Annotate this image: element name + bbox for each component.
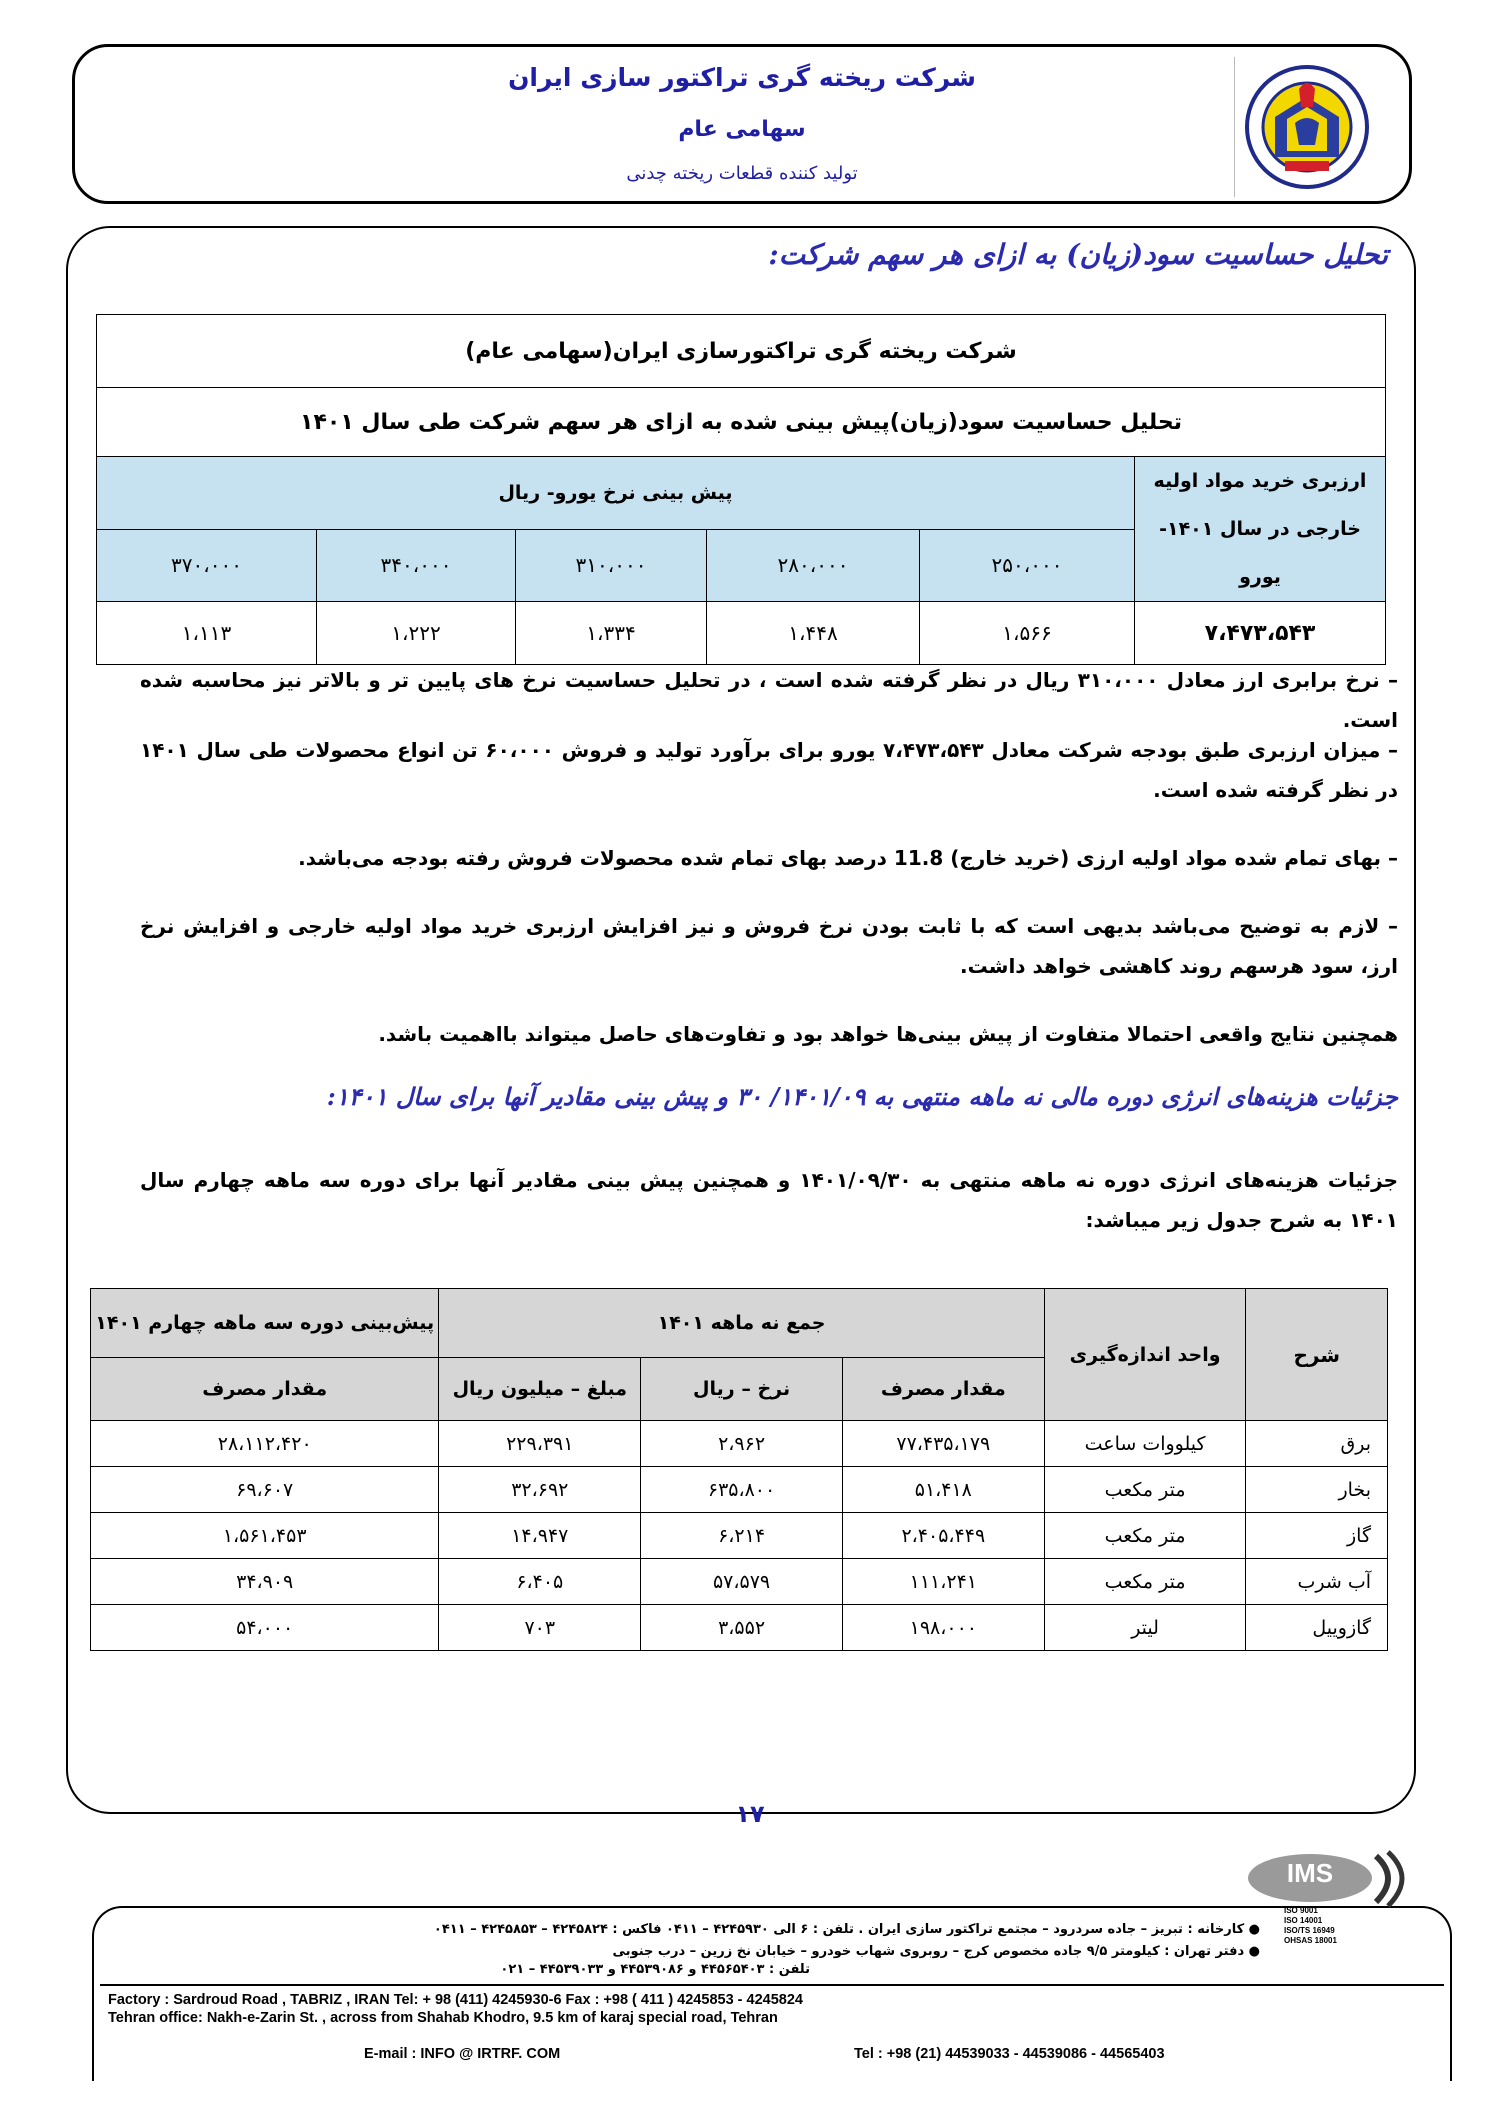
row-unit: متر مکعب (1044, 1513, 1246, 1559)
row-consumption: ۲،۴۰۵،۴۴۹ (842, 1513, 1044, 1559)
note-paragraph: – بهای تمام شده مواد اولیه ارزی (خرید خارج) 11.8 درصد بهای تمام شده محصولات فروش رفته بودجه می‌باشد. (298, 846, 1398, 870)
eps-value: ۱،۱۱۳ (97, 602, 317, 665)
row-forecast: ۵۴،۰۰۰ (91, 1605, 439, 1651)
row-rate: ۲،۹۶۲ (641, 1421, 843, 1467)
row-unit: لیتر (1044, 1605, 1246, 1651)
row-unit: متر مکعب (1044, 1467, 1246, 1513)
row-forecast: ۳۴،۹۰۹ (91, 1559, 439, 1605)
company-description: تولید کننده قطعات ریخته چدنی (626, 163, 858, 184)
col-header-rate: نرخ – ریال (641, 1358, 843, 1421)
rate-cell: ۲۵۰،۰۰۰ (920, 529, 1135, 602)
footer-tehran-en: Tehran office: Nakh-e-Zarin St. , across from Shahab Khodro, 9.5 km of karaj special road, Tehran (108, 2010, 778, 2026)
col-header-forecast-consumption: مقدار مصرف (91, 1358, 439, 1421)
row-amount: ۳۲،۶۹۲ (439, 1467, 641, 1513)
row-header-line1: ارزبری خرید مواد اولیه (1153, 470, 1367, 492)
eps-value: ۱،۳۳۴ (516, 602, 707, 665)
company-logo (1234, 57, 1379, 197)
row-amount: ۲۲۹،۳۹۱ (439, 1421, 641, 1467)
row-rate: ۶۳۵،۸۰۰ (641, 1467, 843, 1513)
col-header-forecast: پیش‌بینی دوره سه ماهه چهارم ۱۴۰۱ (91, 1289, 439, 1358)
footer-tehran-phone: تلفن : ۴۴۵۶۵۴۰۳ و ۴۴۵۳۹۰۸۶ و ۴۴۵۳۹۰۳۳ – ۰۲۱ (500, 1962, 810, 1977)
row-desc: گازوییل (1246, 1605, 1388, 1651)
rate-cell: ۳۴۰،۰۰۰ (317, 529, 516, 602)
col-header-consumption: مقدار مصرف (842, 1358, 1044, 1421)
forecast-header: پیش بینی نرخ یورو- ریال (97, 457, 1135, 530)
table-row (91, 1513, 1388, 1559)
sensitivity-table (96, 314, 1386, 665)
eps-value: ۱،۵۶۶ (920, 602, 1135, 665)
row-amount: ۷۰۳ (439, 1605, 641, 1651)
note-paragraph: همچنین نتایج واقعی احتمالا متفاوت از پیش بینی‌ها خواهد بود و تفاوت‌های حاصل میتواند بااهمیت باشد. (378, 1022, 1398, 1046)
ims-logo-text: IMS (1286, 1858, 1334, 1888)
cert-item: OHSAS 18001 (1284, 1936, 1337, 1945)
row-consumption: ۵۱،۴۱۸ (842, 1467, 1044, 1513)
rate-cell: ۲۸۰،۰۰۰ (707, 529, 920, 602)
col-header-nine-months: جمع نه ماهه ۱۴۰۱ (439, 1289, 1044, 1358)
company-name: شرکت ریخته گری تراکتور سازی ایران (508, 63, 976, 92)
footer-tel: Tel : +98 (21) 44539033 - 44539086 - 44565403 (854, 2046, 1165, 2062)
sensitivity-table-subtitle: تحلیل حساسیت سود(زیان)پیش بینی شده به ازای هر سهم شرکت طی سال ۱۴۰۱ (97, 388, 1386, 457)
company-type: سهامی عام (678, 117, 806, 142)
ims-logo (1240, 1848, 1420, 1958)
cert-item: ISO 9001 (1284, 1906, 1318, 1915)
cert-item: ISO/TS 16949 (1284, 1926, 1335, 1935)
energy-intro: جزئیات هزینه‌های انرژی دوره نه ماهه منتهی به ۱۴۰۱/۰۹/۳۰ و همچنین پیش بینی مقادیر آنها برای دوره سه ماهه چهارم سال ۱۴۰۱ به شرح جدول زیر میباشد: (140, 1168, 1398, 1232)
row-consumption: ۱۹۸،۰۰۰ (842, 1605, 1044, 1651)
row-header-currency (1135, 457, 1386, 602)
row-desc: آب شرب (1246, 1559, 1388, 1605)
row-desc: بخار (1246, 1467, 1388, 1513)
col-header-unit: واحد اندازه‌گیری (1044, 1289, 1246, 1421)
row-consumption: ۱۱۱،۲۴۱ (842, 1559, 1044, 1605)
energy-table (90, 1288, 1388, 1651)
rate-cell: ۳۷۰،۰۰۰ (97, 529, 317, 602)
page-number: ۱۷ (735, 1800, 765, 1828)
sensitivity-table-title: شرکت ریخته گری تراکتورسازی ایران(سهامی عام) (97, 315, 1386, 388)
eps-value: ۱،۴۴۸ (707, 602, 920, 665)
certifications (1284, 1906, 1337, 1946)
note-paragraph: – میزان ارزبری طبق بودجه شرکت معادل ۷،۴۷۳،۵۴۳ یورو برای برآورد تولید و فروش ۶۰،۰۰۰ تن انواع محصولات طی سال ۱۴۰۱ در نظر گرفته شده است. (140, 738, 1398, 802)
row-unit: کیلووات ساعت (1044, 1421, 1246, 1467)
footer-tehran-office: ● دفتر تهران : کیلومتر ۹/۵ جاده مخصوص کرج – روبروی شهاب خودرو – خیابان نخ زرین – درب جنوبی (612, 1944, 1260, 1959)
eps-value: ۱،۲۲۲ (317, 602, 516, 665)
footer-factory-address: ● کارخانه : تبریز – جاده سردرود – مجتمع تراکتور سازی ایران . تلفن : ۶ الی ۴۲۴۵۹۳۰ – ۰۴۱۱ فاکس : ۴۲۴۵۸۲۴ – ۴۲۴۵۸۵۳ – ۰۴۱۱ (433, 1922, 1260, 1937)
note-paragraph: – لازم به توضیح می‌باشد بدیهی است که با ثابت بودن نرخ فروش و نیز افزایش ارزبری خرید مواد اولیه خارجی و افزایش نرخ ارز، سود هرسهم روند کاهشی خواهد داشت. (140, 914, 1398, 978)
col-header-amount: مبلغ – میلیون ریال (439, 1358, 641, 1421)
table-row (91, 1421, 1388, 1467)
row-rate: ۶،۲۱۴ (641, 1513, 843, 1559)
row-rate: ۳،۵۵۲ (641, 1605, 843, 1651)
footer-email: E-mail : INFO @ IRTRF. COM (364, 2046, 561, 2062)
section-title-energy: جزئیات هزینه‌های انرژی دوره مالی نه ماهه منتهی به ۱۴۰۱/۰۹/ ۳۰ و پیش بینی مقادیر آنها برای سال ۱۴۰۱: (326, 1082, 1398, 1111)
col-header-desc: شرح (1246, 1289, 1388, 1421)
note-paragraph: – نرخ برابری ارز معادل ۳۱۰،۰۰۰ ریال در نظر گرفته شده است ، در تحلیل حساسیت نرخ های پایین تر و بالاتر نیز محاسبه شده است. (140, 668, 1398, 732)
row-amount: ۱۴،۹۴۷ (439, 1513, 641, 1559)
footer-factory-en: Factory : Sardroud Road , TABRIZ , IRAN Tel: + 98 (411) 4245930-6 Fax : +98 ( 411 ) 4245853 - 4245824 (108, 1992, 803, 2008)
table-row (91, 1467, 1388, 1513)
row-header-line2: خارجی در سال ۱۴۰۱- یورو (1159, 518, 1361, 588)
rate-cell: ۳۱۰،۰۰۰ (516, 529, 707, 602)
row-forecast: ۶۹،۶۰۷ (91, 1467, 439, 1513)
row-consumption: ۷۷،۴۳۵،۱۷۹ (842, 1421, 1044, 1467)
currency-amount: ۷،۴۷۳،۵۴۳ (1135, 602, 1386, 665)
footer-divider (100, 1984, 1444, 1986)
row-amount: ۶،۴۰۵ (439, 1559, 641, 1605)
row-desc: برق (1246, 1421, 1388, 1467)
table-row (91, 1559, 1388, 1605)
table-row (91, 1605, 1388, 1651)
row-unit: متر مکعب (1044, 1559, 1246, 1605)
row-forecast: ۲۸،۱۱۲،۴۲۰ (91, 1421, 439, 1467)
section-title-sensitivity: تحلیل حساسیت سود(زیان) به ازای هر سهم شرکت: (768, 238, 1388, 271)
row-rate: ۵۷،۵۷۹ (641, 1559, 843, 1605)
row-desc: گاز (1246, 1513, 1388, 1559)
row-forecast: ۱،۵۶۱،۴۵۳ (91, 1513, 439, 1559)
header-box (72, 44, 1412, 204)
cert-item: ISO 14001 (1284, 1916, 1323, 1925)
